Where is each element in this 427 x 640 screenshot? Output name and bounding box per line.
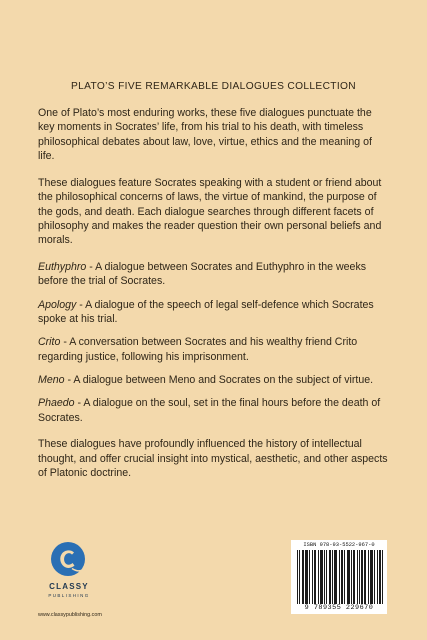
barcode-bar [368,550,369,604]
barcode-bar [297,550,298,604]
barcode-bar [299,550,300,604]
barcode-bar [322,550,323,604]
dialogue-description: - A conversation between Socrates and his wealthy friend Crito regarding justice, following his imprisonment. [38,336,358,363]
barcode-bar [309,550,310,604]
barcode-bar [324,550,325,604]
publisher-name: CLASSY [49,582,89,591]
barcode-bar [351,550,352,604]
isbn-label: ISBN 978-93-5522-967-0 [303,542,375,548]
barcode-bar [332,550,333,604]
barcode-bar [347,550,348,604]
barcode-bar [377,550,378,604]
barcode-bar [379,550,380,604]
dialogue-name: Meno [38,374,65,387]
dialogue-item-crito [38,335,390,364]
barcode-bar [303,550,304,604]
barcode-bar [354,550,355,604]
dialogue-name: Phaedo [38,397,75,410]
barcode-bar [365,550,366,604]
publisher-logo [38,541,100,609]
barcode-bar [307,550,308,604]
dialogue-description: - A dialogue between Socrates and Euthyphro in the weeks before the trial of Socrates. [38,261,367,288]
dialogue-item-meno [38,373,390,387]
barcode-bar [372,550,373,604]
description-body [38,106,390,490]
dialogue-name: Euthyphro [38,261,87,274]
barcode-bar [329,550,330,604]
barcode-bar [321,550,322,604]
barcode-bar [330,550,331,604]
barcode-bar [349,550,350,604]
barcode-bar [348,550,349,604]
barcode-bar [357,550,358,604]
barcode-bar [342,550,343,604]
barcode-bar [371,550,372,604]
barcode-bar [305,550,306,604]
barcode-bar [380,550,381,604]
barcode-digits: 9 789355 229670 [304,604,374,612]
barcode-bar [339,550,340,604]
barcode-bars [297,550,383,604]
publisher-website: www.classypublishing.com [38,612,102,618]
intro-paragraph: One of Plato’s most enduring works, these five dialogues punctuate the key moments in Socrates’ life, from his trial to his death, with timeless philosophical debates about law, love, virtue, ethics and the meaning of life. [38,107,372,163]
barcode-bar [336,550,337,604]
barcode-bar [302,550,303,604]
dialogue-item-euthyphro [38,260,390,289]
publisher-sub: PUBLISHING [48,593,90,598]
barcode-bar [382,550,383,604]
barcode-bar [312,550,313,604]
barcode-bar [334,550,335,604]
classy-c-logo-icon [50,541,86,577]
barcode-bar [320,550,321,604]
conclusion-paragraph: These dialogues have profoundly influenced the history of intellectual thought, and offer crucial insight into mystical, aesthetic, and other aspects of Platonic doctrine. [38,438,388,480]
isbn-barcode [291,540,387,614]
dialogue-description: - A dialogue between Meno and Socrates on the subject of virtue. [64,374,374,387]
dialogue-name: Crito [38,336,61,349]
barcode-bar [361,550,362,604]
barcode-bar [314,550,315,604]
barcode-bar [315,550,316,604]
barcode-bar [362,550,363,604]
barcode-bar [306,550,307,604]
collection-title: PLATO’S FIVE REMARKABLE DIALOGUES COLLECTION [70,81,357,92]
dialogue-description: - A dialogue of the speech of legal self-defence which Socrates spoke at his trial. [38,298,374,326]
dialogue-name: Apology [38,298,77,311]
features-paragraph: These dialogues feature Socrates speaking with a student or friend about the philosophical concerns of laws, the virtue of mankind, the purpose of the gods, and death. Each dialogue searches through different facets of philosophy and makes the reader question their own personal beliefs and morals. [38,176,382,247]
barcode-bar [344,550,345,604]
barcode-bar [341,550,342,604]
barcode-bar [374,550,375,604]
dialogue-item-phaedo [38,396,390,425]
dialogue-description: - A dialogue on the soul, set in the final hours before the death of Socrates. [38,397,381,424]
barcode-bar [335,550,336,604]
barcode-bar [326,550,327,604]
barcode-bar [364,550,365,604]
barcode-bar [318,550,319,604]
barcode-bar [359,550,360,604]
barcode-bar [370,550,371,604]
barcode-bar [353,550,354,604]
dialogue-item-apology [38,298,390,327]
